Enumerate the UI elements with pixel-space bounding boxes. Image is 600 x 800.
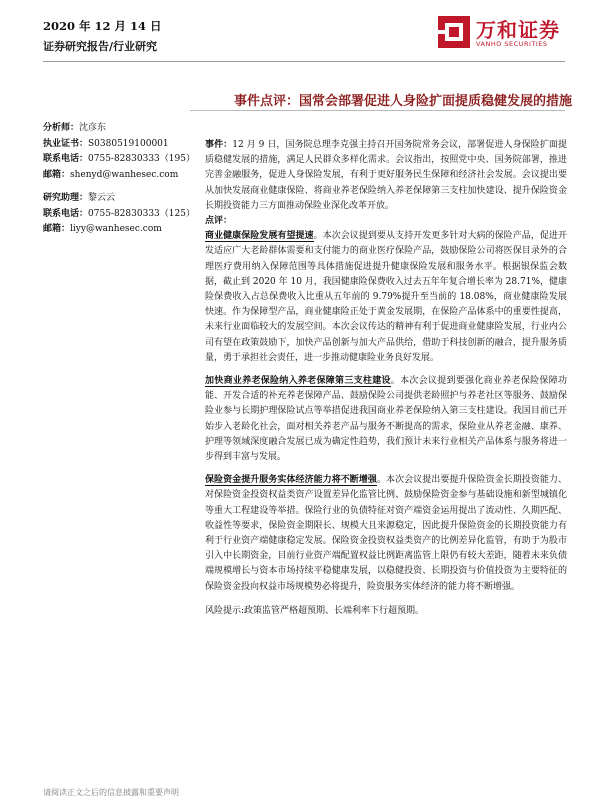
analyst-role-label: 分析师：: [43, 123, 80, 133]
report-body: [205, 138, 567, 619]
phone-label: 联系电话：: [43, 154, 89, 164]
analyst-block-1: [43, 121, 198, 183]
phone-number: 0755-82830333（195）: [88, 154, 195, 164]
risk-warning: 风险提示:政策监管严格超预期、长端利率下行超预期。: [205, 605, 425, 616]
report-date: 2020 年 12 月 14 日: [43, 19, 162, 33]
section-text: 。本次会议提出要提升保险资金长期投资能力、对保险资金投资权益类资产设置差异化监管比例、鼓励保险资金参与基础设施和新型城镇化等重大工程建设等举措。保险行业的负债特征对资产端资金运用提出了流动性、久期匹配、收益性等要求，保险资金期限长、规模大且来源稳定，因此提升保险资金的长期投资能力有利于行业资产端健康稳定发展。保险资金投资权益类资产的比例差异化监管，有助于为股市引入中长期资金，目前行业资产端配置权益比例距离监管上限仍有较大差距，随着未来负债端规模增长与资本市场持续平稳健康发展，以稳健投资、长期投资与价值投资为主要特征的保险资金投向权益市场规模势必将提升，险资服务实体经济的能力将不断增强。: [205, 475, 567, 592]
comment-label: 点评：: [205, 216, 233, 227]
footer-disclaimer: 请阅读正文之后的信息披露和重要声明: [43, 788, 179, 797]
logo-name-en: VANHO SECURITIES: [476, 40, 548, 48]
analyst-name: 沈彦东: [79, 123, 107, 133]
section-text: 。本次会议提到要从支持开发更多针对大病的保险产品，促进开发适应广大老龄群体需要和支付能力的商业医疗保险产品，鼓励保险公司将医保目录外的合理医疗费用纳入保障范围等具体措施促进提升健康保险发展和服务水平。根据银保监会数据，截止到 2020 年 10 月，我国健康险保费收入过去五年年复合增长率为 28.71%，健康险保费收入占总保费收入比重从五年前的 9.79%提升至当前的 18.08%，商业健康险发展快速。作为保障型产品，商业健康险正处于黄金发展期，在保险产品体系中的重要性提高，未来行业面临较大的发展空间。本次会议传达的精神有利于促进商业健康险发展，行业内公司有望在政策鼓励下，加快产品创新与加大产品供给，借助于科技创新的融合，提升服务质量，勇于承担社会责任，进一步推动健康险业务良好发展。: [205, 231, 567, 363]
email-label: 邮箱：: [43, 169, 71, 180]
email-link[interactable]: liyy@wanhesec.com: [70, 224, 162, 234]
cert-number: S0380519100001: [88, 138, 169, 149]
section-health-insurance: [205, 229, 567, 366]
phone-number: 0755-82830333（125）: [88, 208, 195, 219]
event-paragraph: [205, 138, 567, 214]
phone-label: 联系电话：: [43, 208, 89, 219]
section-pension-insurance: [205, 374, 567, 465]
assistant-name: 黎云云: [88, 193, 116, 203]
section-heading: 商业健康保险发展有望提速: [205, 231, 314, 242]
section-insurance-funds: [205, 473, 567, 595]
logo-mark-icon: [438, 16, 470, 48]
title-divider: [190, 110, 565, 111]
report-title: 事件点评：国常会部署促进人身险扩面提质稳健发展的措施: [233, 94, 572, 109]
report-category: 证券研究报告/行业研究: [43, 40, 158, 53]
section-heading: 保险资金提升服务实体经济能力将不断增强: [205, 475, 377, 486]
company-logo: [438, 14, 563, 54]
section-text: 。本次会议提到要强化商业养老保险保障功能、开发合适的补充养老保障产品、鼓励保险公司提供老龄照护与养老社区等服务、鼓励保险业参与长期护理保险试点等举措促进我国商业养老保险纳入第三支柱建设。我国目前已开始步入老龄化社会，面对相关养老产品与服务不断提高的需求，保险业从养老金融、康养、护理等领域深度融合发展已成为确定性趋势，我们预计未来行业相关产品体系与服务将进一步得到丰富与发展。: [205, 376, 567, 463]
event-label: 事件：: [205, 140, 233, 150]
email-link[interactable]: shenyd@wanhesec.com: [70, 169, 179, 180]
section-heading: 加快商业养老保险纳入养老保障第三支柱建设: [205, 376, 391, 387]
header-divider: [43, 61, 565, 62]
cert-label: 执业证书：: [43, 138, 89, 149]
email-label: 邮箱：: [43, 224, 71, 234]
analyst-block-2: [43, 191, 198, 238]
event-text: 12 月 9 日，国务院总理李克强主持召开国务院常务会议，部署促进人身保险扩面提质稳健发展的措施，满足人民群众多样化需求。会议指出，按照党中央、国务院部署，推进完善金融服务，促进人身保险发展，有利于更好服务民生保障和经济社会发展。会议提出要从加快发展商业健康保险、将商业养老保险纳入养老保障第三支柱加快建设、提升保险资金长期投资能力三方面推动保险业深化改革开放。: [205, 140, 567, 211]
assistant-role-label: 研究助理：: [43, 193, 89, 203]
logo-name-cn: 万和证券: [476, 18, 560, 42]
